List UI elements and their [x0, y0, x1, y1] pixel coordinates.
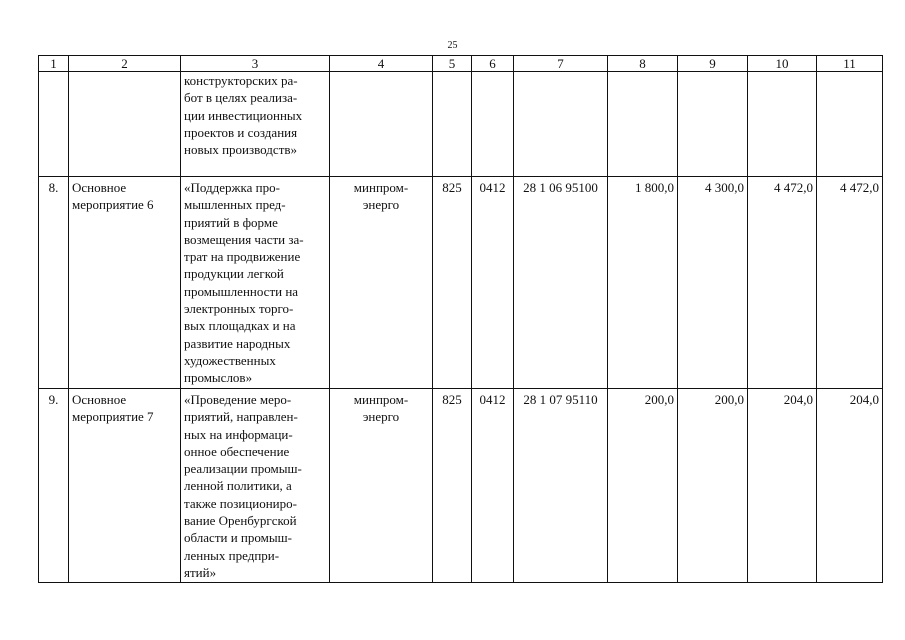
amount-cell-col8: 1 800,0: [608, 177, 678, 389]
csr-cell: 28 1 06 95100: [514, 177, 608, 389]
column-header: 8: [608, 56, 678, 72]
empty-cell: [608, 72, 678, 177]
empty-cell: [678, 72, 748, 177]
executor-cell: минпром- энерго: [330, 177, 433, 389]
table-row: [39, 177, 883, 389]
empty-cell: [514, 72, 608, 177]
table-row-continuation: [39, 72, 883, 177]
rzpr-cell: 0412: [472, 389, 514, 583]
column-number-row: [39, 56, 883, 72]
amount-cell-col9: 4 300,0: [678, 177, 748, 389]
empty-cell: [472, 72, 514, 177]
amount-cell-col9: 200,0: [678, 389, 748, 583]
description-cell: «Поддержка про- мышленных пред- приятий в форме возмещения части за- трат на продвижение продукции легкой промышленности на электронных торго- вых площадках и на развитие народных художественных промыслов»: [181, 177, 330, 389]
column-header: 1: [39, 56, 69, 72]
empty-cell: [433, 72, 472, 177]
table-row: [39, 389, 883, 583]
amount-cell-col10: 4 472,0: [748, 177, 817, 389]
column-header: 2: [69, 56, 181, 72]
column-header: 11: [817, 56, 883, 72]
row-number-cell: 9.: [39, 389, 69, 583]
amount-cell-col11: 4 472,0: [817, 177, 883, 389]
empty-cell: [817, 72, 883, 177]
description-cell: конструкторских ра- бот в целях реализа- ции инвестиционных проектов и создания новых производств»: [181, 72, 330, 177]
column-header: 3: [181, 56, 330, 72]
csr-cell: 28 1 07 95110: [514, 389, 608, 583]
description-cell: «Проведение меро- приятий, направлен- ных на информаци- онное обеспечение реализации промыш- ленной политики, а также позициониро- вание Оренбургской области и промыш- ленных предпри- ятий»: [181, 389, 330, 583]
empty-cell: [748, 72, 817, 177]
empty-cell: [69, 72, 181, 177]
column-header: 4: [330, 56, 433, 72]
row-number-cell: 8.: [39, 177, 69, 389]
grbs-cell: 825: [433, 389, 472, 583]
column-header: 9: [678, 56, 748, 72]
page-number: 25: [447, 40, 458, 51]
column-header: 5: [433, 56, 472, 72]
amount-cell-col10: 204,0: [748, 389, 817, 583]
column-header: 6: [472, 56, 514, 72]
activity-name-cell: Основное мероприятие 6: [69, 177, 181, 389]
empty-cell: [330, 72, 433, 177]
budget-table: [38, 55, 883, 583]
amount-cell-col8: 200,0: [608, 389, 678, 583]
rzpr-cell: 0412: [472, 177, 514, 389]
amount-cell-col11: 204,0: [817, 389, 883, 583]
executor-cell: минпром- энерго: [330, 389, 433, 583]
column-header: 10: [748, 56, 817, 72]
grbs-cell: 825: [433, 177, 472, 389]
column-header: 7: [514, 56, 608, 72]
activity-name-cell: Основное мероприятие 7: [69, 389, 181, 583]
empty-cell: [39, 72, 69, 177]
